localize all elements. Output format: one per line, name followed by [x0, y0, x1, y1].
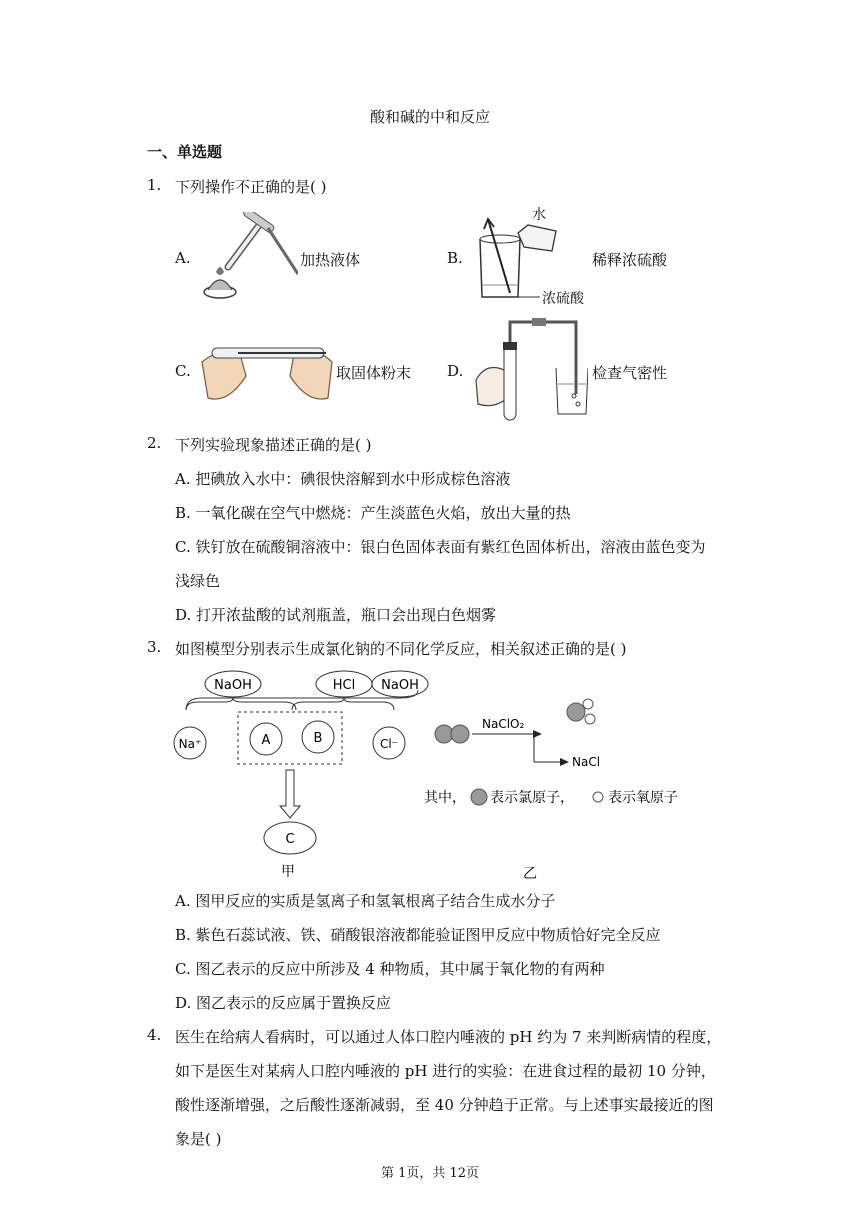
legend-prefix: 其中， — [424, 790, 466, 806]
option-text-continued: 浅绿色 — [175, 572, 221, 590]
option-text: D. 打开浓盐酸的试剂瓶盖，瓶口会出现白色烟雾 — [175, 606, 497, 624]
airtightness-figure — [472, 314, 588, 422]
heating-liquid-figure — [198, 212, 298, 304]
na-ion-label: Na⁺ — [178, 737, 202, 751]
question-number: 2. — [147, 434, 162, 452]
page-footer: 第 1页，共 12页 — [380, 1166, 480, 1181]
question-text-line: 如下是医生对某病人口腔内唾液的 pH 进行的实验：在进食过程的最初 10 分钟， — [175, 1062, 716, 1080]
b-label: B — [313, 731, 323, 746]
option-letter: B. — [447, 249, 463, 267]
option-text: C. 图乙表示的反应中所涉及 4 种物质，其中属于氧化物的有两种 — [175, 960, 605, 978]
question-number: 3. — [147, 638, 162, 656]
option-caption: 取固体粉末 — [336, 364, 412, 382]
naoh-label: NaOH — [381, 678, 419, 693]
legend-cl-text: 表示氯原子， — [490, 790, 574, 806]
yi-caption: 乙 — [523, 866, 537, 882]
question-text-line: 象是( ) — [175, 1130, 222, 1148]
nacl-label: NaCl — [572, 755, 601, 769]
option-text: A. 图甲反应的实质是氢离子和氢氧根离子结合生成水分子 — [175, 892, 556, 910]
question-text-line: 医生在给病人看病时，可以通过人体口腔内唾液的 pH 约为 7 来判断病情的程度， — [175, 1028, 722, 1046]
option-letter: D. — [447, 362, 464, 380]
jia-caption: 甲 — [281, 864, 295, 880]
section-heading: 一、单选题 — [147, 143, 223, 161]
reaction-model-figure — [168, 666, 708, 884]
question-stem: 下列操作不正确的是( ) — [175, 178, 327, 196]
dilute-acid-figure — [470, 205, 598, 308]
question-stem: 下列实验现象描述正确的是( ) — [175, 436, 372, 454]
question-number: 1. — [147, 176, 162, 194]
option-letter: A. — [175, 249, 191, 267]
acid-label: 浓硫酸 — [542, 291, 584, 307]
option-caption: 检查气密性 — [592, 364, 668, 382]
a-label: A — [261, 733, 271, 748]
page-title: 酸和碱的中和反应 — [369, 108, 490, 126]
option-caption: 加热液体 — [300, 251, 361, 269]
question-text-line: 酸性逐渐增强，之后酸性逐渐减弱，至 40 分钟趋于正常。与上述事实最接近的图 — [175, 1096, 714, 1114]
cl-ion-label: Cl⁻ — [379, 737, 399, 751]
option-text: B. 一氧化碳在空气中燃烧：产生淡蓝色火焰，放出大量的热 — [175, 504, 571, 522]
legend-o-text: 表示氧原子 — [608, 790, 678, 806]
water-label: 水 — [532, 207, 546, 223]
option-text: A. 把碘放入水中：碘很快溶解到水中形成棕色溶液 — [175, 470, 511, 488]
question-number: 4. — [147, 1026, 162, 1044]
option-text: B. 紫色石蕊试液、铁、硝酸银溶液都能验证图甲反应中物质恰好完全反应 — [175, 926, 661, 944]
hcl-label: HCl — [332, 678, 356, 693]
question-stem: 如图模型分别表示生成氯化钠的不同化学反应，相关叙述正确的是( ) — [175, 640, 627, 658]
option-letter: C. — [175, 362, 191, 380]
c-label: C — [285, 832, 295, 847]
option-text: D. 图乙表示的反应属于置换反应 — [175, 994, 392, 1012]
option-caption: 稀释浓硫酸 — [592, 251, 668, 269]
powder-sampling-figure — [198, 332, 336, 408]
naoh-label: NaOH — [214, 678, 252, 693]
option-text: C. 铁钉放在硫酸铜溶液中：银白色固体表面有紫红色固体析出，溶液由蓝色变为 — [175, 538, 706, 556]
naclo2-label: NaClO₂ — [482, 717, 525, 731]
